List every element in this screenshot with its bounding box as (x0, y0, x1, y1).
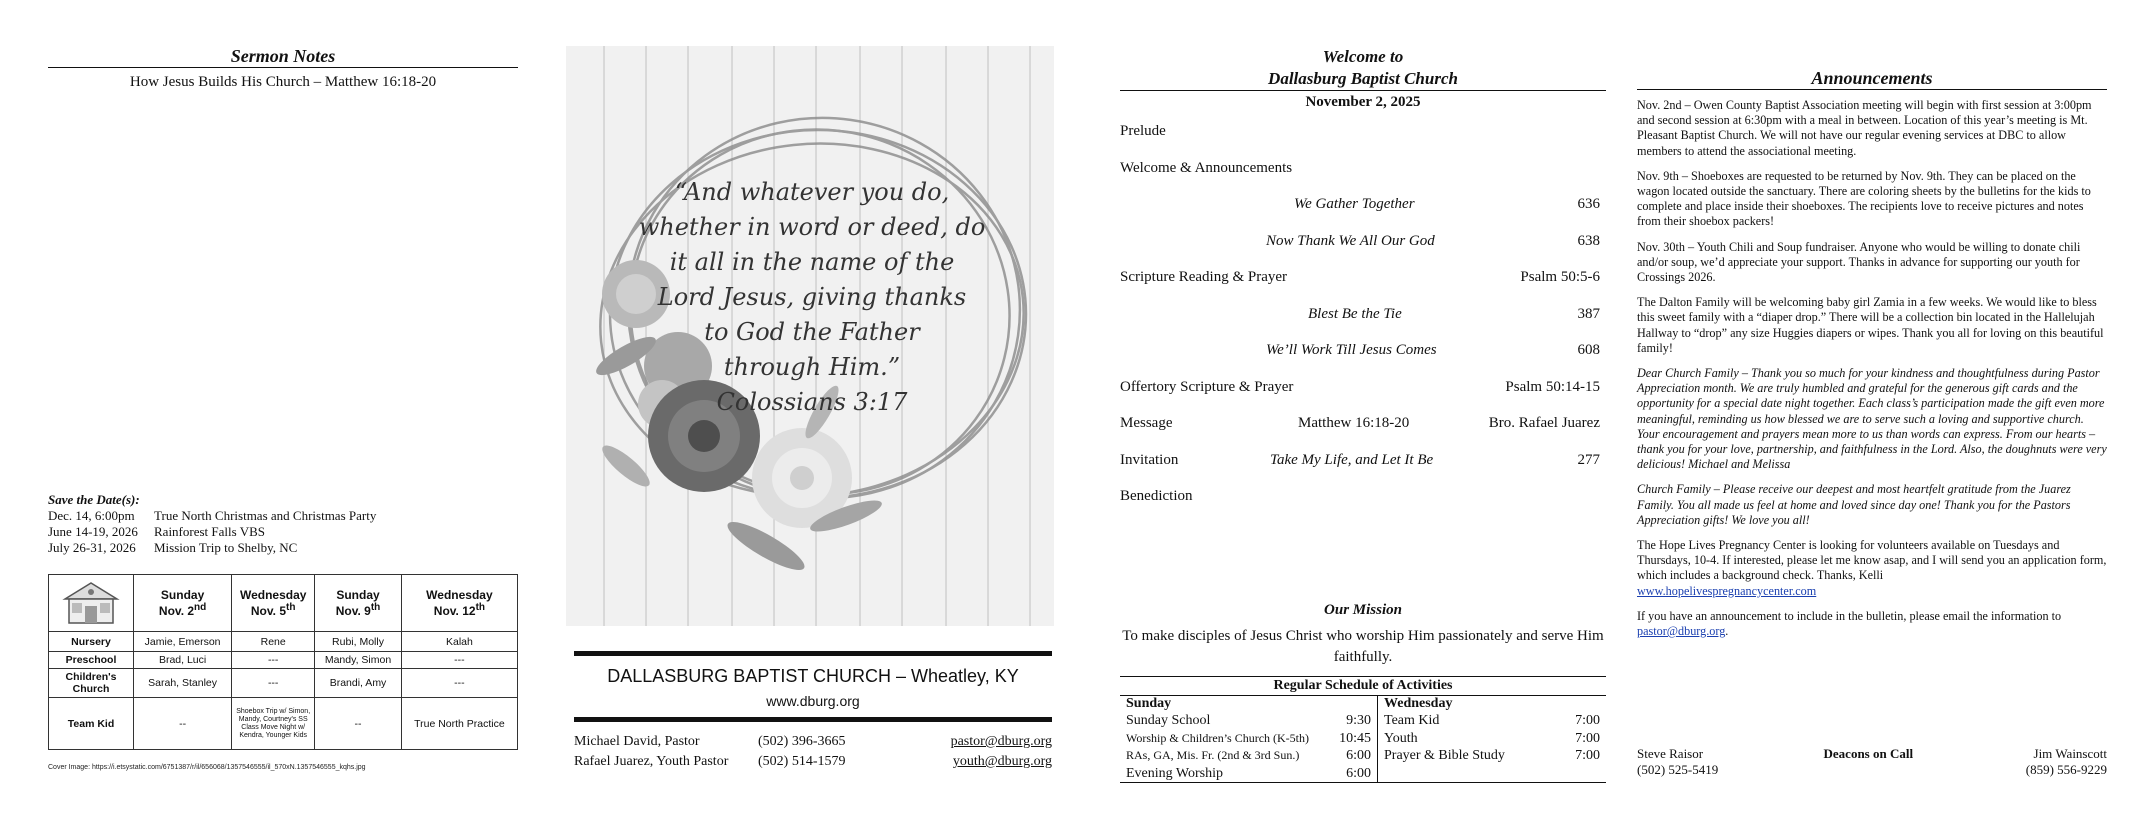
service-date: November 2, 2025 (1305, 94, 1421, 110)
staff-email-link[interactable]: pastor@dburg.org (950, 734, 1052, 749)
service-item (1120, 225, 1606, 262)
staff-phone: (502) 514-1579 (758, 754, 846, 769)
activity-name: Team Kid (1384, 713, 1440, 728)
mission-text: To make disciples of Jesus Christ who worship Him passionately and serve Him faithfully. (1122, 628, 1604, 665)
staff-email-link[interactable]: youth@dburg.org (952, 754, 1052, 769)
hymn-title: Now Thank We All Our God (1266, 232, 1435, 249)
cover-quote-line: to God the Father (704, 318, 920, 346)
church-website: www.dburg.org (766, 693, 860, 709)
activity-time: 7:00 (1575, 748, 1600, 763)
table-cell: --- (401, 652, 517, 669)
deacon-name: Steve Raisor (1637, 746, 1704, 761)
announcement-item (1637, 609, 2107, 639)
service-item-title: Prelude (1120, 123, 1166, 139)
wednesday-heading: Wednesday (1384, 696, 1453, 711)
table-cell: True North Practice (401, 698, 517, 750)
activity-name: Worship & Children’s Church (K-5th) (1126, 730, 1310, 745)
staff-row (574, 754, 1052, 770)
activity-name: Prayer & Bible Study (1384, 748, 1505, 763)
hymn-number: 277 (1577, 451, 1600, 468)
mission-title: Our Mission (1324, 602, 1402, 618)
announcement-item: Nov. 2nd – Owen County Baptist Association meeting will begin with first session at 3:00pm and second session at 6:30pm with a meal in between. Location of this year’s meeting is Mt. Pleasant Baptist Church. We will not have our regular evening services at DBC to allow members to attend the associational meeting. (1637, 98, 2092, 158)
table-cell: Rubi, Molly (315, 632, 402, 652)
activity-name: Sunday School (1126, 713, 1211, 728)
announcement-item: Dear Church Family – Thank you so much for your kindness and thoughtfulness during Pastor Appreciation month. We are truly humbled and grateful for the generous gift cards and the opportunity for a special date night together. Each class’s participation made the gift even more meaningful, reminding us how blessed we are to serve such a loving and supportive church. Your encouragement and prayers mean more to us than words can express. From our hearts – thank you for your love, partnership, and faithfulness in the Lord. Also, the doughnuts were very delicious! Michael and Melissa (1637, 366, 2107, 472)
church-name-heading: Dallasburg Baptist Church (1268, 69, 1458, 88)
table-cell: Brandi, Amy (315, 669, 402, 698)
divider (574, 651, 1052, 656)
table-header-row (49, 575, 518, 632)
save-the-dates (48, 492, 376, 556)
order-of-service (1120, 115, 1606, 517)
service-item (1120, 298, 1606, 335)
hymn-title: We Gather Together (1294, 196, 1415, 212)
schedule-row (1126, 712, 1371, 730)
row-label: Children's Church (49, 669, 134, 698)
table-cell: Rene (232, 632, 315, 652)
nursery-col-header: Wednesday Nov. 12th (401, 575, 517, 632)
sunday-heading: Sunday (1126, 696, 1172, 711)
row-label: Nursery (49, 632, 134, 652)
schedule-row (1384, 747, 1600, 765)
title-rule (48, 67, 518, 68)
nursery-logo-icon (49, 575, 134, 632)
table-cell: Kalah (401, 632, 517, 652)
scripture-ref: Matthew 16:18-20 (1298, 415, 1410, 431)
deacons-label: Deacons on Call (1823, 746, 1914, 761)
activity-time: 6:00 (1346, 765, 1371, 781)
table-cell: -- (315, 698, 402, 750)
staff-phone: (502) 396-3665 (758, 734, 846, 749)
activity-time: 7:00 (1575, 713, 1600, 728)
church-info (574, 651, 1052, 770)
title-rule (1637, 89, 2107, 90)
staff-row (574, 734, 1052, 750)
service-item-title: Invitation (1120, 451, 1179, 468)
table-cell: -- (134, 698, 232, 750)
activity-time: 7:00 (1575, 730, 1600, 746)
nursery-schedule-table (48, 574, 518, 750)
pregnancy-center-link[interactable]: www.hopelivespregnancycenter.com (1637, 583, 1817, 598)
deacon-phone: (859) 556-9229 (2025, 762, 2107, 777)
service-item (1120, 444, 1606, 481)
save-date-date: July 26-31, 2026 (48, 540, 136, 555)
announcement-item: The Dalton Family will be welcoming baby girl Zamia in a few weeks. We would like to bless this sweet family with a “diaper drop.” There will be a collection bin located in the Hallelujah Hallway to “drop” any size Huggies diapers or wipes. Thank you all for loving on this beautiful family! (1637, 295, 2104, 355)
cover-quote-line: through Him.” (723, 353, 901, 381)
row-label: Team Kid (49, 698, 134, 750)
hymn-title: Take My Life, and Let It Be (1270, 451, 1434, 468)
sermon-notes-title: Sermon Notes (230, 46, 336, 66)
table-cell: Brad, Luci (134, 652, 232, 669)
service-item (1120, 480, 1606, 517)
welcome-line: Welcome to (1322, 47, 1404, 66)
deacon-name: Jim Wainscott (2033, 746, 2107, 761)
speaker-name: Bro. Rafael Juarez (1488, 415, 1600, 431)
announcements-list (1637, 98, 2107, 639)
service-item (1120, 261, 1606, 298)
staff-name: Michael David, Pastor (574, 734, 700, 749)
table-cell: --- (232, 669, 315, 698)
cover-quote-line: “And whatever you do, (674, 178, 950, 206)
title-rule (1120, 90, 1606, 91)
cover-panel (566, 0, 1054, 826)
activity-name: Evening Worship (1126, 765, 1223, 781)
sunday-schedule (1120, 696, 1378, 782)
service-item (1120, 334, 1606, 371)
hymn-number: 387 (1577, 305, 1600, 322)
hymn-title: Blest Be the Tie (1308, 305, 1402, 322)
service-item-title: Scripture Reading & Prayer (1120, 269, 1288, 285)
activity-name: Youth (1384, 730, 1418, 746)
service-item-title: Message (1120, 415, 1173, 431)
announcement-text: The Hope Lives Pregnancy Center is looking for volunteers available on Tuesdays and Thursdays, 10-4. If interested, please let me know asap, and I will send you an application form, which includes a background check. Thanks, Kelli (1637, 538, 2107, 583)
table-row (49, 669, 518, 698)
cover-quote-line: Colossians 3:17 (716, 388, 908, 416)
pastor-email-link[interactable]: pastor@dburg.org (1637, 624, 1726, 639)
deacons-on-call (1637, 746, 2107, 778)
hymn-title: We’ll Work Till Jesus Comes (1266, 342, 1437, 358)
save-dates-heading: Save the Date(s): (48, 492, 140, 507)
cover-image-credit: Cover Image: https://i.etsystatic.com/6751387/r/il/656068/1357546555/il_570xN.1357546555_kqhs.jpg (48, 764, 366, 771)
scripture-ref: Psalm 50:14-15 (1505, 378, 1600, 395)
cover-quote-line: it all in the name of the (669, 248, 955, 276)
schedule-row (1126, 747, 1371, 765)
table-row (49, 632, 518, 652)
welcome-heading (1120, 46, 1606, 90)
announcement-item: Church Family – Please receive our deepest and most heartfelt gratitude from the Juarez Family. You all made us feel at home and loved since day one! Thank you for the Pastors Appreciation gifts! We love you all! (1637, 482, 2071, 527)
activity-name: RAs, GA, Mis. Fr. (2nd & 3rd Sun.) (1126, 748, 1300, 762)
save-date-date: Dec. 14, 6:00pm (48, 508, 135, 523)
table-cell: --- (232, 652, 315, 669)
order-of-service-panel (1120, 0, 1606, 826)
sermon-notes-panel (48, 0, 518, 826)
service-item (1120, 152, 1606, 189)
table-cell: Mandy, Simon (315, 652, 402, 669)
nursery-col-header: Wednesday Nov. 5th (232, 575, 315, 632)
announcement-text: If you have an announcement to include in the bulletin, please email the information to (1637, 608, 2062, 623)
table-cell: --- (401, 669, 517, 698)
announcement-item (1637, 538, 2107, 599)
table-row (49, 698, 518, 750)
sermon-subtitle: How Jesus Builds His Church – Matthew 16:18-20 (129, 74, 437, 90)
church-name: DALLASBURG BAPTIST CHURCH – Wheatley, KY (607, 666, 1019, 686)
regular-schedule (1120, 676, 1606, 783)
save-date-event: Rainforest Falls VBS (154, 524, 265, 539)
schedule-row (1126, 765, 1371, 783)
table-cell: Shoebox Trip w/ Simon, Mandy, Courtney's SS Class Move Night w/ Kendra, Younger Kids (232, 698, 315, 750)
announcement-punctuation: . (1725, 624, 1729, 639)
save-date-item (48, 524, 376, 540)
table-cell: Jamie, Emerson (134, 632, 232, 652)
service-item (1120, 115, 1606, 152)
scripture-ref: Psalm 50:5-6 (1520, 269, 1600, 285)
table-cell: Sarah, Stanley (134, 669, 232, 698)
service-item (1120, 371, 1606, 408)
announcement-item: Nov. 30th – Youth Chili and Soup fundraiser. Anyone who would be willing to donate chili and/or soup, we’d appreciate your support. Thanks in advance for supporting our youth for Crossings 2026. (1637, 239, 2081, 285)
save-date-event: Mission Trip to Shelby, NC (154, 540, 298, 555)
announcements-panel (1637, 0, 2107, 826)
schedule-title: Regular Schedule of Activities (1120, 677, 1606, 696)
announcements-title: Announcements (1811, 68, 1933, 88)
nursery-col-header: Sunday Nov. 2nd (134, 575, 232, 632)
activity-time: 9:30 (1346, 713, 1371, 728)
nursery-col-header: Sunday Nov. 9th (315, 575, 402, 632)
deacon-phone: (502) 525-5419 (1637, 762, 1719, 777)
save-date-item (48, 540, 376, 556)
schedule-row (1384, 712, 1600, 730)
row-label: Preschool (49, 652, 134, 669)
cover-image (566, 46, 1054, 626)
save-date-date: June 14-19, 2026 (48, 524, 138, 539)
service-item-title: Welcome & Announcements (1120, 159, 1293, 176)
hymn-number: 638 (1577, 232, 1600, 249)
activity-time: 10:45 (1339, 730, 1371, 746)
save-date-item (48, 508, 376, 524)
activity-time: 6:00 (1346, 748, 1371, 763)
service-item (1120, 188, 1606, 225)
wednesday-schedule (1378, 696, 1606, 782)
hymn-number: 608 (1577, 342, 1600, 358)
cover-quote-line: Lord Jesus, giving thanks (657, 283, 967, 311)
announcement-item: Nov. 9th – Shoeboxes are requested to be returned by Nov. 9th. They can be placed on the wagon located outside the sanctuary. There are coloring sheets by the bulletins for the kids to complete and place inside their shoeboxes. The recipients love to receive pictures and notes from their shoebox packers! (1637, 168, 2091, 229)
hymn-number: 636 (1577, 196, 1600, 212)
save-date-event: True North Christmas and Christmas Party (154, 508, 377, 523)
staff-name: Rafael Juarez, Youth Pastor (574, 754, 729, 769)
schedule-row (1384, 730, 1600, 748)
service-item (1120, 407, 1606, 444)
table-row (49, 652, 518, 669)
service-item-title: Benediction (1120, 488, 1193, 504)
cover-quote-line: whether in word or deed, do (638, 213, 986, 241)
schedule-row (1126, 730, 1371, 748)
service-item-title: Offertory Scripture & Prayer (1120, 378, 1294, 395)
